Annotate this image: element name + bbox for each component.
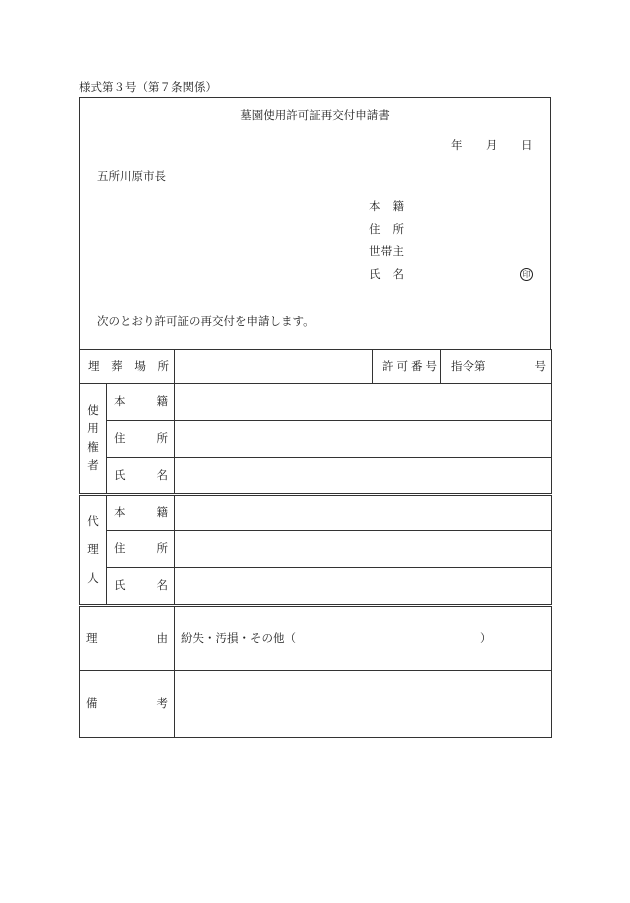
application-header-section: [79, 97, 551, 349]
agent-section-cell: [80, 495, 107, 606]
label-character: 理: [86, 632, 98, 645]
agent-domicile-field: [175, 495, 552, 531]
applicant-name-label: [369, 269, 404, 281]
reason-row: [80, 606, 552, 671]
date-day-label: 日: [521, 140, 533, 152]
remarks-label-cell: [80, 671, 175, 738]
applicant-household-head-label: [369, 246, 404, 258]
permit-number-label: [382, 361, 437, 373]
label-character: 許: [382, 360, 394, 373]
reason-options: 紛失・汚損・その他（ ）: [181, 632, 492, 645]
label-character: 主: [392, 246, 404, 258]
agent-name-field: [175, 568, 552, 606]
remarks-label: [86, 698, 168, 710]
agent-address-label: [114, 543, 168, 555]
label-character: 理: [87, 544, 99, 556]
agent-name-label: [114, 580, 168, 592]
agent-domicile-label: [114, 507, 168, 519]
user-name-row: [80, 458, 552, 495]
addressee: 五所川原市長: [97, 171, 166, 183]
label-character: 籍: [156, 507, 168, 519]
label-character: 名: [392, 269, 404, 281]
user-section-label: [87, 405, 99, 472]
label-character: 世: [369, 246, 381, 258]
label-character: 住: [114, 433, 126, 445]
burial-place-field: [175, 350, 373, 384]
user-name-label-cell: [107, 458, 175, 495]
applicant-address-label: [369, 224, 404, 236]
reason-label-cell: [80, 606, 175, 671]
label-character: 者: [87, 459, 99, 472]
form-number: 様式第３号（第７条関係）: [79, 82, 217, 94]
label-character: 葬: [111, 360, 123, 373]
label-character: 氏: [114, 580, 126, 592]
label-character: 号: [425, 360, 437, 373]
label-character: 所: [157, 360, 169, 373]
user-address-label: [114, 433, 168, 445]
date-year-label: 年: [451, 140, 463, 152]
agent-address-label-cell: [107, 531, 175, 568]
label-character: 所: [156, 543, 168, 555]
label-character: 代: [87, 515, 99, 528]
applicant-domicile-label: [369, 201, 404, 213]
date-month-label: 月: [486, 140, 498, 152]
label-character: 備: [86, 698, 98, 710]
label-character: 名: [156, 580, 168, 592]
label-character: 権: [87, 441, 99, 454]
user-domicile-row: [80, 384, 552, 421]
remarks-row: [80, 671, 552, 738]
user-domicile-field: [175, 384, 552, 421]
label-character: 住: [114, 543, 126, 555]
label-character: 番: [411, 360, 423, 373]
permit-number-text: [441, 361, 551, 373]
label-character: 使: [87, 405, 99, 417]
user-name-field: [175, 458, 552, 495]
label-character: 名: [156, 469, 168, 482]
agent-domicile-label-cell: [107, 495, 175, 531]
label-character: 本: [114, 396, 126, 408]
agent-address-row: [80, 531, 552, 568]
user-address-label-cell: [107, 421, 175, 458]
permit-number-field: [441, 350, 552, 384]
agent-section-label: [87, 516, 99, 585]
label-character: 考: [156, 698, 168, 710]
label-character: 氏: [114, 469, 126, 482]
user-domicile-label-cell: [107, 384, 175, 421]
user-address-row: [80, 421, 552, 458]
label-character: 用: [87, 423, 99, 436]
reason-label: [86, 633, 168, 645]
burial-place-label-cell: [80, 350, 175, 384]
label-character: 籍: [156, 396, 168, 408]
agent-name-label-cell: [107, 568, 175, 606]
label-character: 由: [156, 632, 168, 645]
agent-domicile-row: [80, 495, 552, 531]
remarks-field: [175, 671, 552, 738]
user-domicile-label: [114, 396, 168, 408]
document-title: 墓園使用許可証再交付申請書: [240, 110, 390, 122]
user-section-cell: [80, 384, 107, 495]
statement-text: 次のとおり許可証の再交付を申請します。: [97, 316, 315, 328]
permit-number-prefix: 指令第: [451, 360, 486, 373]
agent-name-row: [80, 568, 552, 606]
label-character: 人: [87, 572, 99, 585]
application-table: [79, 349, 552, 738]
label-character: 住: [369, 224, 381, 236]
label-character: 籍: [392, 201, 404, 213]
label-character: 所: [156, 433, 168, 445]
burial-place-label: [88, 361, 169, 373]
label-character: 帯: [380, 246, 393, 258]
burial-place-row: [80, 350, 552, 384]
permit-number-label-cell: [373, 350, 441, 384]
label-character: 埋: [88, 360, 100, 373]
user-name-label: [114, 470, 168, 482]
label-character: 本: [114, 507, 126, 519]
agent-address-field: [175, 531, 552, 568]
permit-number-suffix: 号: [534, 360, 546, 373]
label-character: 本: [369, 201, 381, 213]
label-character: 所: [392, 224, 404, 236]
label-character: 氏: [369, 269, 381, 281]
reason-field: [175, 606, 552, 671]
label-character: 可: [396, 360, 408, 373]
seal-icon: 印: [520, 268, 533, 281]
user-address-field: [175, 421, 552, 458]
label-character: 場: [134, 360, 146, 373]
